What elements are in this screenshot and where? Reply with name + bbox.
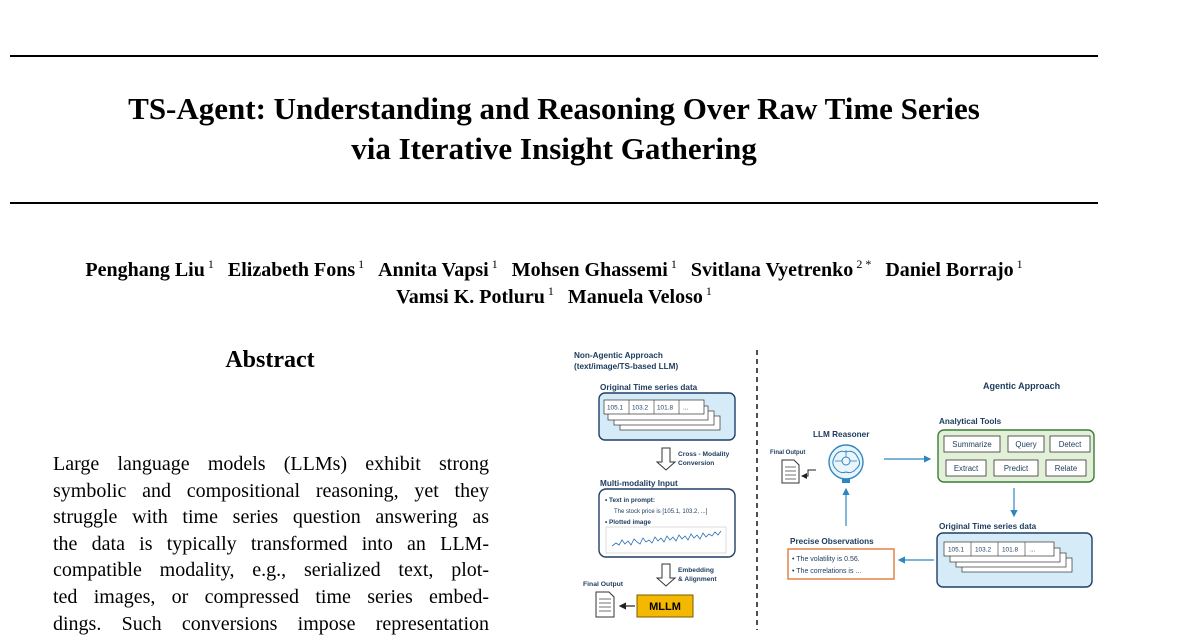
abstract-body bbox=[53, 451, 489, 637]
svg-text:Extract: Extract bbox=[953, 464, 979, 473]
cross-modality-label-1: Cross - Modality bbox=[678, 451, 730, 458]
original-ts-label-right: Original Time series data bbox=[939, 522, 1037, 531]
llm-reasoner-label: LLM Reasoner bbox=[813, 430, 870, 439]
top-rule bbox=[10, 55, 1098, 57]
text-in-prompt-label: • Text in prompt: bbox=[605, 497, 656, 504]
author-affiliation-mark: 1 bbox=[670, 257, 677, 271]
author-name bbox=[568, 286, 712, 308]
author-name-text: Daniel Borrajo bbox=[885, 259, 1014, 281]
final-output-left-label: Final Output bbox=[583, 581, 624, 588]
paper-title-line-1: TS-Agent: Understanding and Reasoning Over Raw Time Series bbox=[128, 91, 980, 126]
author-affiliation-mark: 1 bbox=[207, 257, 214, 271]
document-icon-left bbox=[596, 592, 614, 617]
precise-observations-label: Precise Observations bbox=[790, 537, 874, 546]
abstract-line: struggle with time series question answering as bbox=[53, 506, 489, 529]
abstract-line: ted images, or compressed time series embed- bbox=[53, 585, 489, 608]
svg-text:...: ... bbox=[1030, 546, 1036, 554]
author-affiliation-mark: 1 bbox=[705, 284, 712, 298]
author-name-text: Svitlana Vyetrenko bbox=[690, 259, 854, 281]
svg-text:Detect: Detect bbox=[1058, 440, 1082, 449]
llm-reasoner-brain-icon bbox=[829, 445, 863, 483]
svg-text:101.8: 101.8 bbox=[1002, 546, 1018, 554]
overview-figure bbox=[562, 346, 1110, 630]
author-affiliation-mark: 1 bbox=[358, 257, 365, 271]
abstract-heading: Abstract bbox=[225, 347, 315, 373]
bottom-rule bbox=[10, 202, 1098, 204]
abstract-line: compatible modality, e.g., serialized text, plot- bbox=[53, 559, 489, 582]
author-affiliation-mark: 2 * bbox=[856, 257, 872, 271]
ts-value-2: 103.2 bbox=[632, 404, 648, 412]
non-agentic-title-2: (text/image/TS-based LLM) bbox=[574, 362, 679, 371]
ts-value-1: 105.1 bbox=[607, 404, 623, 412]
svg-text:105.1: 105.1 bbox=[948, 546, 964, 554]
author-affiliation-mark: 1 bbox=[547, 284, 554, 298]
abstract-line: Large language models (LLMs) exhibit strong bbox=[53, 453, 489, 475]
plotted-image-label: • Plotted image bbox=[605, 519, 651, 526]
agentic-title: Agentic Approach bbox=[983, 381, 1061, 391]
observation-2: • The correlations is ... bbox=[792, 568, 862, 575]
svg-text:Query: Query bbox=[1015, 440, 1037, 449]
ts-value-4: ... bbox=[683, 404, 689, 412]
svg-text:Predict: Predict bbox=[1003, 464, 1029, 473]
abstract-line: dings. Such conversions impose representation bbox=[53, 612, 489, 635]
mllm-label: MLLM bbox=[649, 601, 681, 613]
author-list-line-2 bbox=[0, 278, 1108, 310]
ts-value-3: 101.8 bbox=[657, 404, 673, 412]
cross-modality-label-2: Conversion bbox=[678, 460, 715, 467]
document-icon-right bbox=[782, 460, 799, 483]
plotted-image-thumb bbox=[606, 527, 726, 553]
author-name bbox=[396, 286, 554, 308]
abstract-line: the data is typically transformed into an LLM- bbox=[53, 532, 489, 555]
stock-price-text: The stock price is [105.1, 103.2, ...] bbox=[614, 509, 708, 515]
author-name-text: Vamsi K. Potluru bbox=[396, 286, 545, 308]
multi-modality-label: Multi-modality Input bbox=[600, 479, 678, 488]
paper-title-line-2: via Iterative Insight Gathering bbox=[351, 131, 757, 166]
non-agentic-title-1: Non-Agentic Approach bbox=[574, 351, 663, 360]
original-ts-label: Original Time series data bbox=[600, 383, 698, 392]
embedding-label-2: & Alignment bbox=[678, 576, 717, 583]
conversion-arrow-icon bbox=[657, 448, 675, 470]
svg-text:103.2: 103.2 bbox=[975, 546, 991, 554]
author-name-text: Penghang Liu bbox=[85, 259, 205, 281]
svg-text:Relate: Relate bbox=[1054, 464, 1078, 473]
author-affiliation-mark: 1 bbox=[1016, 257, 1023, 271]
author-name-text: Manuela Veloso bbox=[567, 286, 703, 308]
author-name-text: Mohsen Ghassemi bbox=[511, 259, 668, 281]
observation-1: • The volatility is 0.56. bbox=[792, 556, 860, 563]
author-name-text: Elizabeth Fons bbox=[227, 259, 356, 281]
analytical-tools-label: Analytical Tools bbox=[939, 417, 1002, 426]
abstract-line: symbolic and compositional reasoning, yet they bbox=[53, 479, 489, 502]
author-name-text: Annita Vapsi bbox=[378, 259, 489, 281]
reasoner-output-arrow bbox=[802, 470, 816, 476]
author-affiliation-mark: 1 bbox=[491, 257, 498, 271]
embedding-arrow-icon bbox=[657, 564, 675, 586]
embedding-label-1: Embedding bbox=[678, 567, 714, 574]
svg-text:Summarize: Summarize bbox=[952, 440, 992, 449]
final-output-right-label: Final Output bbox=[770, 450, 806, 456]
